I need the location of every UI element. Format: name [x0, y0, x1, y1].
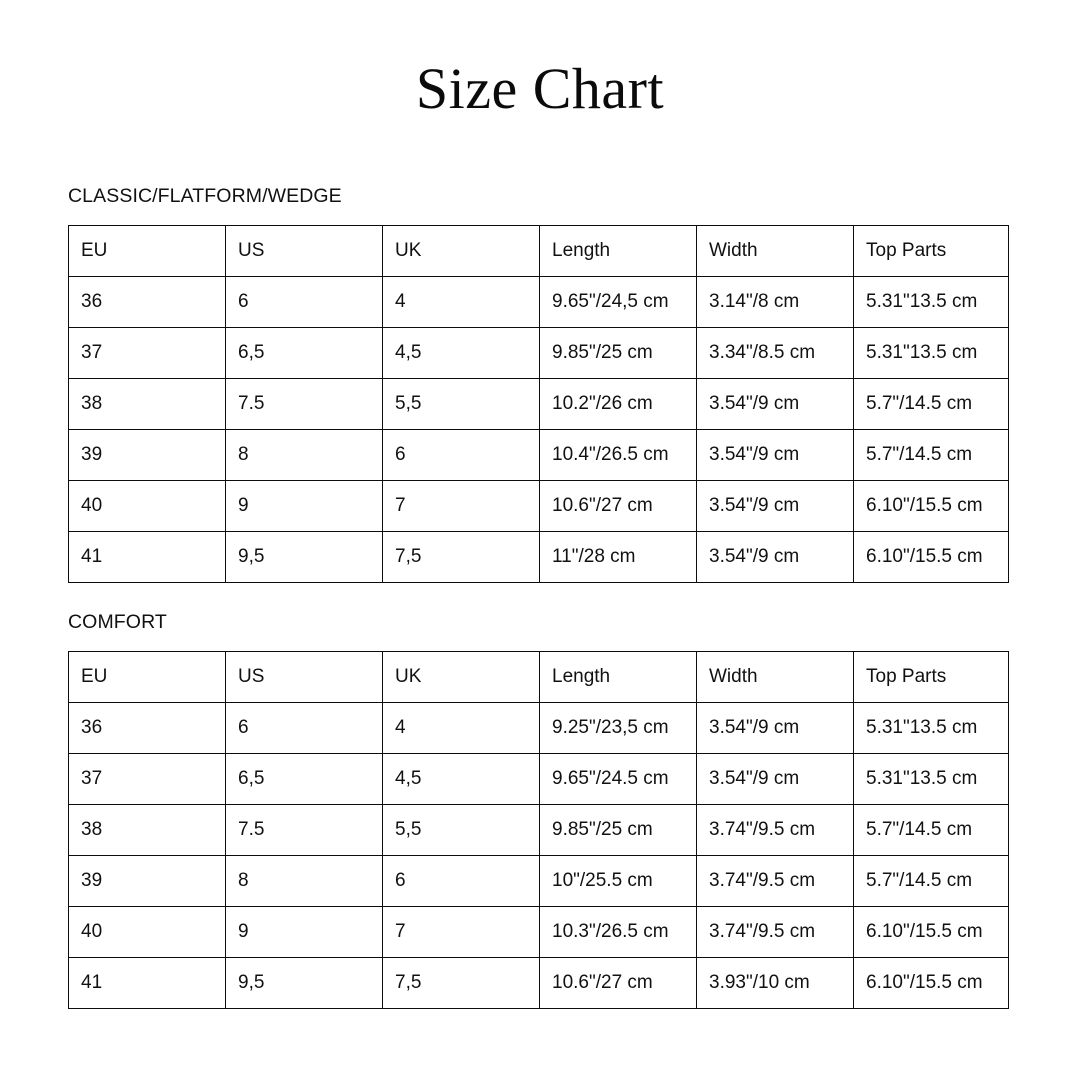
- column-header-uk: UK: [383, 651, 540, 702]
- size-table-classic: [68, 225, 1009, 583]
- column-header-width: Width: [697, 225, 854, 276]
- cell-length: 9.85"/25 cm: [540, 327, 697, 378]
- table-row: [69, 957, 1009, 1008]
- cell-eu: 37: [69, 753, 226, 804]
- cell-top-parts: 5.7"/14.5 cm: [854, 429, 1009, 480]
- cell-us: 6,5: [226, 327, 383, 378]
- cell-uk: 4,5: [383, 327, 540, 378]
- cell-length: 9.25"/23,5 cm: [540, 702, 697, 753]
- table-row: [69, 531, 1009, 582]
- cell-us: 7.5: [226, 804, 383, 855]
- cell-eu: 41: [69, 531, 226, 582]
- cell-uk: 7,5: [383, 531, 540, 582]
- cell-width: 3.54"/9 cm: [697, 429, 854, 480]
- cell-width: 3.54"/9 cm: [697, 378, 854, 429]
- cell-length: 10.6"/27 cm: [540, 480, 697, 531]
- cell-length: 10.6"/27 cm: [540, 957, 697, 1008]
- column-header-width: Width: [697, 651, 854, 702]
- cell-width: 3.34"/8.5 cm: [697, 327, 854, 378]
- column-header-eu: EU: [69, 651, 226, 702]
- column-header-uk: UK: [383, 225, 540, 276]
- cell-eu: 40: [69, 906, 226, 957]
- cell-top-parts: 6.10"/15.5 cm: [854, 480, 1009, 531]
- column-header-us: US: [226, 225, 383, 276]
- table-row: [69, 753, 1009, 804]
- cell-eu: 38: [69, 804, 226, 855]
- cell-us: 6: [226, 276, 383, 327]
- cell-top-parts: 6.10"/15.5 cm: [854, 906, 1009, 957]
- column-header-top-parts: Top Parts: [854, 225, 1009, 276]
- cell-uk: 6: [383, 855, 540, 906]
- cell-top-parts: 5.7"/14.5 cm: [854, 378, 1009, 429]
- table-row: [69, 480, 1009, 531]
- table-row: [69, 378, 1009, 429]
- cell-eu: 38: [69, 378, 226, 429]
- cell-top-parts: 5.31"13.5 cm: [854, 702, 1009, 753]
- table-row: [69, 276, 1009, 327]
- cell-eu: 40: [69, 480, 226, 531]
- section-label-comfort: COMFORT: [68, 610, 167, 633]
- cell-us: 9,5: [226, 531, 383, 582]
- cell-width: 3.74"/9.5 cm: [697, 855, 854, 906]
- cell-us: 6,5: [226, 753, 383, 804]
- cell-uk: 5,5: [383, 378, 540, 429]
- cell-us: 9: [226, 906, 383, 957]
- page-title: Size Chart: [415, 56, 665, 121]
- cell-uk: 6: [383, 429, 540, 480]
- cell-us: 9: [226, 480, 383, 531]
- cell-eu: 36: [69, 702, 226, 753]
- table-header-row: [69, 225, 1009, 276]
- cell-uk: 4: [383, 276, 540, 327]
- cell-us: 8: [226, 429, 383, 480]
- cell-top-parts: 5.31"13.5 cm: [854, 753, 1009, 804]
- cell-eu: 41: [69, 957, 226, 1008]
- cell-uk: 7: [383, 480, 540, 531]
- cell-width: 3.93"/10 cm: [697, 957, 854, 1008]
- cell-eu: 39: [69, 855, 226, 906]
- cell-us: 6: [226, 702, 383, 753]
- cell-width: 3.14"/8 cm: [697, 276, 854, 327]
- cell-uk: 4,5: [383, 753, 540, 804]
- cell-length: 10.3"/26.5 cm: [540, 906, 697, 957]
- table-row: [69, 804, 1009, 855]
- cell-us: 8: [226, 855, 383, 906]
- column-header-length: Length: [540, 225, 697, 276]
- cell-width: 3.74"/9.5 cm: [697, 906, 854, 957]
- table-row: [69, 429, 1009, 480]
- cell-uk: 7,5: [383, 957, 540, 1008]
- table-header-row: [69, 651, 1009, 702]
- table-row: [69, 702, 1009, 753]
- cell-eu: 36: [69, 276, 226, 327]
- cell-length: 9.85"/25 cm: [540, 804, 697, 855]
- column-header-eu: EU: [69, 225, 226, 276]
- table-row: [69, 906, 1009, 957]
- cell-top-parts: 6.10"/15.5 cm: [854, 531, 1009, 582]
- cell-length: 10.4"/26.5 cm: [540, 429, 697, 480]
- cell-top-parts: 5.31"13.5 cm: [854, 276, 1009, 327]
- cell-eu: 39: [69, 429, 226, 480]
- cell-width: 3.54"/9 cm: [697, 480, 854, 531]
- size-table-comfort: [68, 651, 1009, 1009]
- cell-width: 3.54"/9 cm: [697, 753, 854, 804]
- cell-uk: 5,5: [383, 804, 540, 855]
- column-header-length: Length: [540, 651, 697, 702]
- cell-top-parts: 5.7"/14.5 cm: [854, 855, 1009, 906]
- cell-us: 7.5: [226, 378, 383, 429]
- cell-length: 9.65"/24.5 cm: [540, 753, 697, 804]
- cell-top-parts: 5.31"13.5 cm: [854, 327, 1009, 378]
- cell-uk: 4: [383, 702, 540, 753]
- cell-width: 3.54"/9 cm: [697, 531, 854, 582]
- cell-top-parts: 6.10"/15.5 cm: [854, 957, 1009, 1008]
- table-row: [69, 855, 1009, 906]
- table-row: [69, 327, 1009, 378]
- cell-width: 3.74"/9.5 cm: [697, 804, 854, 855]
- cell-top-parts: 5.7"/14.5 cm: [854, 804, 1009, 855]
- column-header-us: US: [226, 651, 383, 702]
- section-label-classic: CLASSIC/FLATFORM/WEDGE: [68, 184, 342, 207]
- cell-length: 10.2"/26 cm: [540, 378, 697, 429]
- cell-length: 11"/28 cm: [540, 531, 697, 582]
- cell-width: 3.54"/9 cm: [697, 702, 854, 753]
- cell-uk: 7: [383, 906, 540, 957]
- cell-eu: 37: [69, 327, 226, 378]
- cell-length: 10"/25.5 cm: [540, 855, 697, 906]
- column-header-top-parts: Top Parts: [854, 651, 1009, 702]
- cell-us: 9,5: [226, 957, 383, 1008]
- cell-length: 9.65"/24,5 cm: [540, 276, 697, 327]
